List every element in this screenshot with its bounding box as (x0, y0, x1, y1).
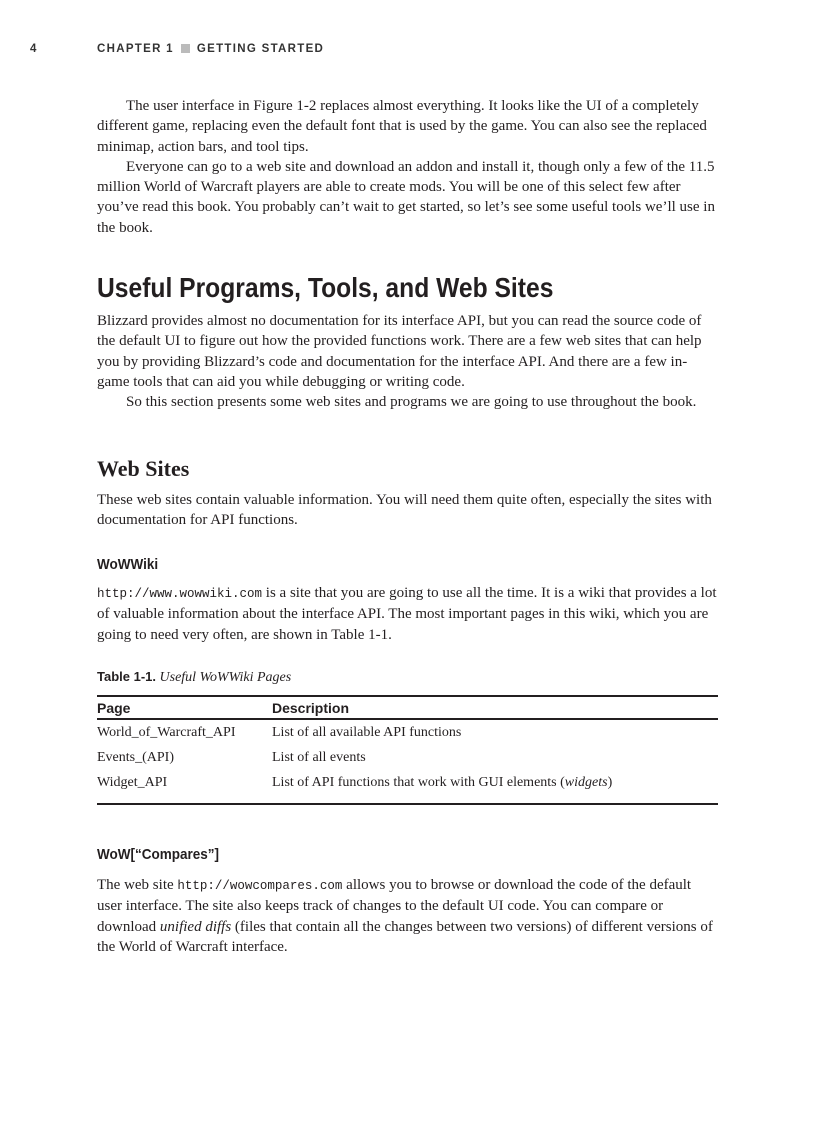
text: The web site (97, 877, 178, 893)
wowcompares-body (97, 875, 717, 957)
section-useful-programs (97, 272, 717, 304)
chapter-title: GETTING STARTED (196, 43, 325, 55)
column-header: Page (97, 696, 272, 719)
page-cell: Events_(API) (97, 750, 174, 765)
table-caption-text: Useful WoWWiki Pages (159, 670, 292, 685)
column-header: Description (272, 696, 718, 719)
description-cell: List of all available API functions (272, 725, 462, 740)
page-number: 4 (30, 43, 38, 55)
wowwiki-body (97, 583, 717, 645)
section-body (97, 311, 717, 412)
table-label: Table 1-1. (97, 669, 157, 684)
table-caption (97, 669, 717, 686)
wowwiki-heading-wrap (97, 556, 717, 573)
page-cell: Widget_API (97, 770, 272, 804)
paragraph (97, 583, 717, 645)
subsection-heading: Web Sites (97, 456, 190, 481)
table-row (97, 745, 718, 770)
paragraph (97, 875, 717, 957)
emphasis: widgets (564, 775, 608, 790)
table-header-row (97, 696, 718, 719)
web-sites-heading-wrap (97, 456, 717, 482)
wowwiki-pages-table (97, 695, 718, 805)
page-cell: World_of_Warcraft_API (97, 725, 236, 740)
paragraph: Blizzard provides almost no documentation for its interface API, but you can read the source code of the default UI to figure out how the provided functions work. There are a few web sites that can help you by providing Blizzard’s code and documentation for the interface API. And there are a few in-game tools that can aid you while debugging or writing code. (97, 313, 702, 390)
text: allows you to browse or download the code of the default user interface. The site also keeps track of changes to the default UI code. You can compare or download (97, 877, 692, 935)
wowcompares-url[interactable]: http://wowcompares.com (177, 879, 343, 893)
paragraph: These web sites contain valuable information. You will need them quite often, especially the sites with documentation for API functions. (97, 492, 712, 529)
wowcompares-heading-wrap (97, 846, 717, 863)
paragraph: So this section presents some web sites and programs we are going to use throughout the book. (126, 394, 697, 411)
subsubsection-heading: WoW[“Compares”] (97, 846, 220, 863)
chapter-label: CHAPTER 1 (97, 43, 174, 55)
wowwiki-table-wrap (97, 695, 719, 805)
wowwiki-url[interactable]: http://www.wowwiki.com (97, 587, 263, 601)
text: List of API functions that work with GUI elements ( (272, 775, 565, 790)
emphasis: unified diffs (159, 918, 232, 935)
chapter-heading (97, 43, 324, 55)
text: ) (607, 775, 613, 790)
paragraph: The user interface in Figure 1-2 replaces almost everything. It looks like the UI of a completely different game, replacing even the default font that is used by the game. You can also see the replaced minimap, action bars, and tool tips. (97, 98, 707, 155)
table-row (97, 719, 718, 745)
description-cell: List of all events (272, 750, 366, 765)
intro-text (97, 96, 717, 238)
paragraph: Everyone can go to a web site and download an addon and install it, though only a few of the 11.5 million World of Warcraft players are able to create mods. You will be one of this select few after you’ve read this book. You probably can’t wait to get started, so let’s see some useful tools we’ll use in the book. (97, 158, 715, 236)
text: (files that contain all the changes between two versions) of different versions of the World of Warcraft interface. (97, 918, 713, 955)
section-heading: Useful Programs, Tools, and Web Sites (97, 272, 554, 303)
separator-square-icon (181, 44, 190, 53)
text: is a site that you are going to use all the time. It is a wiki that provides a lot of valuable information about the interface API. The most important pages in this wiki, which you are going to need very often, are shown in Table 1-1. (97, 585, 717, 643)
web-sites-body (97, 490, 717, 531)
subsubsection-heading: WoWWiki (97, 556, 159, 573)
table-row (97, 770, 718, 804)
description-cell (272, 770, 718, 804)
